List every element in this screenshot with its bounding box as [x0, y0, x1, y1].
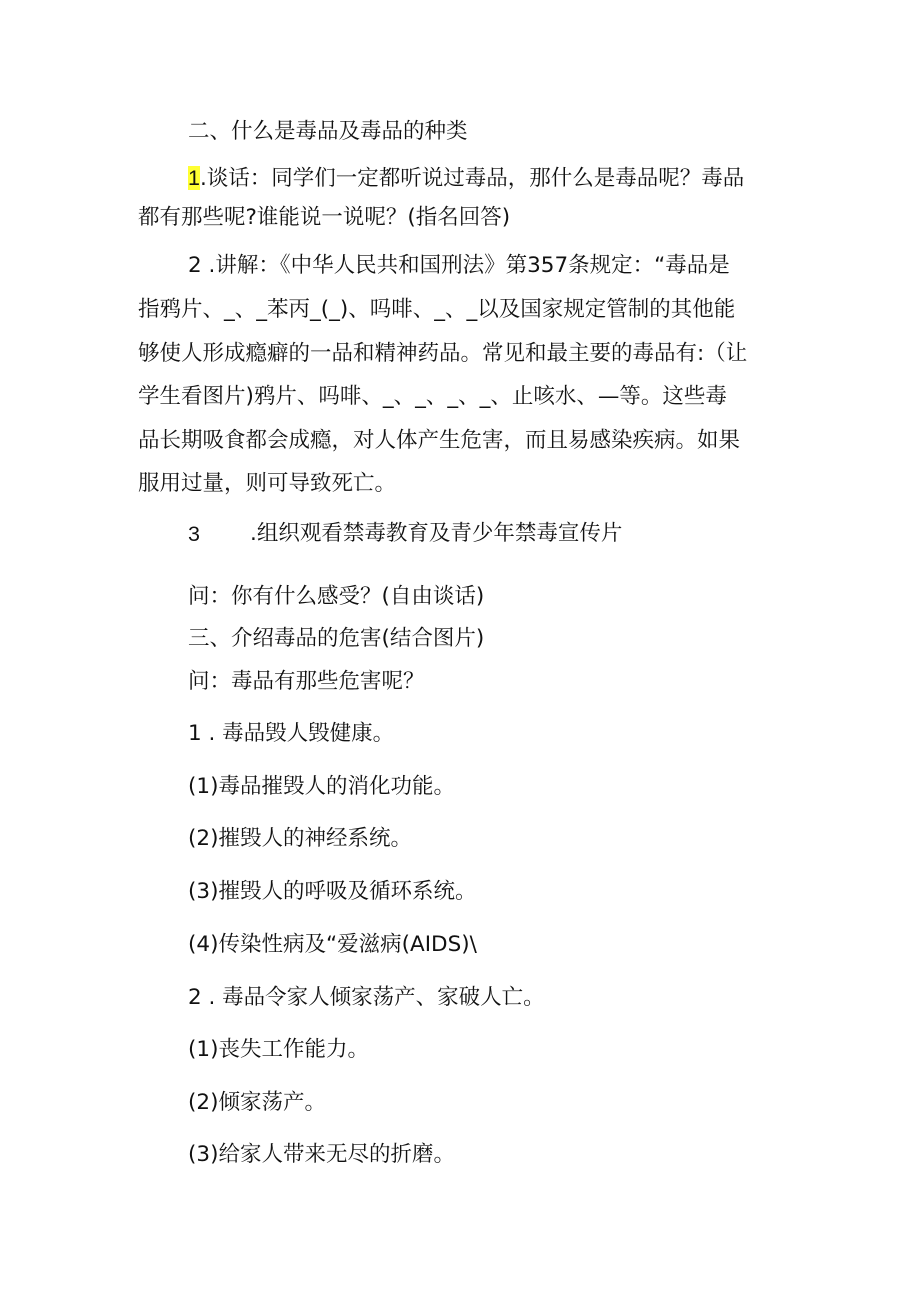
- subsection-1-item: (3)摧毁人的呼吸及循环系统。: [188, 879, 477, 904]
- paragraph-2-line-3: 够使人形成瘾癖的一品和精神药品。常见和最主要的毒品有:（让: [138, 341, 748, 366]
- paragraph-2-line-1: 2 .讲解：《中华人民共和国刑法》第357条规定：“毒品是: [188, 253, 730, 278]
- question-2: 问：毒品有那些危害呢？: [188, 669, 425, 694]
- section-heading-2: 二、什么是毒品及毒品的种类: [188, 119, 468, 144]
- paragraph-1-text: .谈话：同学们一定都听说过毒品，那什么是毒品呢？毒品: [199, 166, 745, 191]
- highlighted-number: 1: [188, 166, 200, 190]
- paragraph-2-line-2: 指鸦片、_、_苯丙_(_)、吗啡、_、_以及国家规定管制的其他能: [138, 297, 736, 322]
- paragraph-2-line-5: 品长期吸食都会成瘾，对人体产生危害，而且易感染疾病。如果: [138, 428, 741, 453]
- paragraph-1-line-2: 都有那些呢?谁能说一说呢？(指名回答): [138, 205, 511, 230]
- paragraph-2-line-4: 学生看图片)鸦片、吗啡、_、_、_、_、止咳水、—等。这些毒: [138, 384, 727, 409]
- subsection-2-item: (3)给家人带来无尽的折磨。: [188, 1142, 455, 1167]
- subsection-2-item: (1)丧失工作能力。: [188, 1037, 369, 1062]
- paragraph-3-number: 3: [188, 522, 200, 546]
- subsection-1-item: (4)传染性病及“爱滋病(AIDS)\: [188, 932, 477, 957]
- paragraph-3-text: .组织观看禁毒教育及青少年禁毒宣传片: [250, 521, 623, 546]
- subsection-2-title: 2 . 毒品令家人倾家荡产、家破人亡。: [188, 985, 545, 1010]
- subsection-1-item: (1)毒品摧毁人的消化功能。: [188, 774, 455, 799]
- question-1: 问：你有什么感受？(自由谈话): [188, 584, 485, 609]
- subsection-2-item: (2)倾家荡产。: [188, 1090, 326, 1115]
- subsection-1-title: 1 . 毒品毁人毁健康。: [188, 721, 395, 746]
- subsection-1-item: (2)摧毁人的神经系统。: [188, 826, 412, 851]
- section-heading-3: 三、介绍毒品的危害(结合图片): [188, 626, 485, 651]
- paragraph-2-line-6: 服用过量，则可导致死亡。: [138, 471, 397, 496]
- paragraph-1-line-1: [188, 164, 744, 193]
